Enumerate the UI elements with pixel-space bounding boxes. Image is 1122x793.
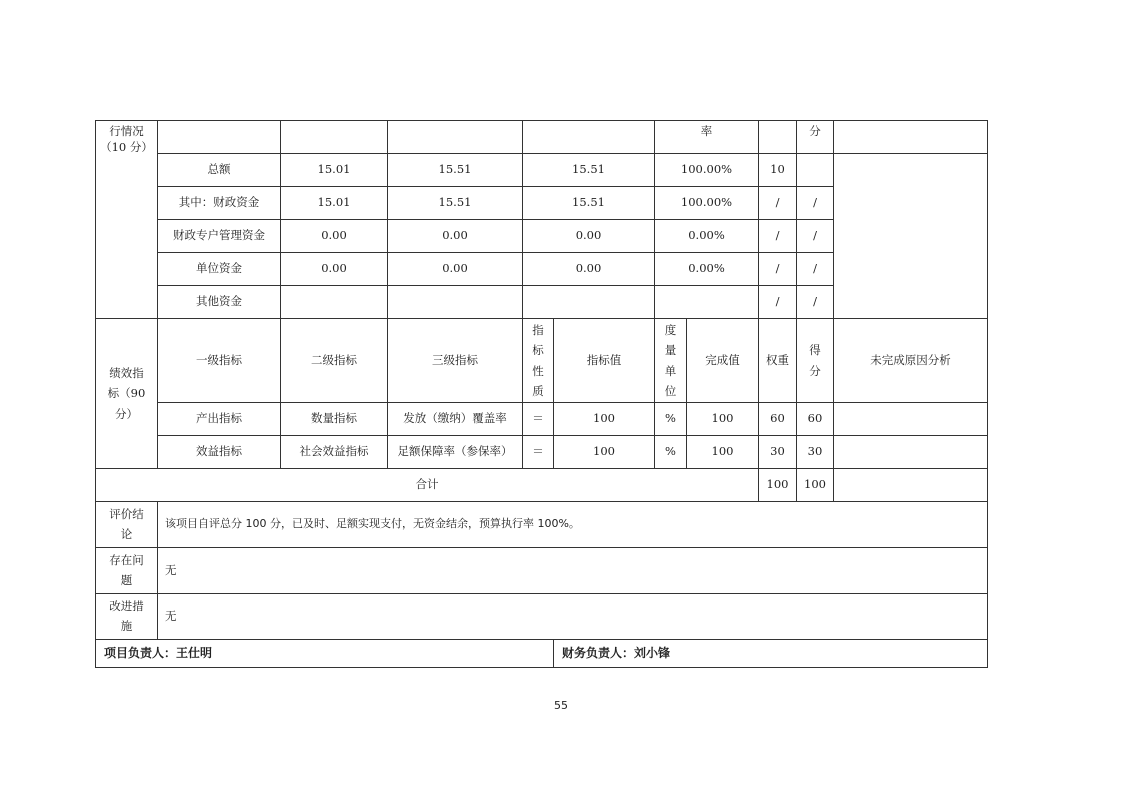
level3-header: 三级指标 [388,319,523,403]
measures-label: 改进措 施 [96,594,158,640]
level1-indicator: 产出指标 [158,403,281,436]
budget-header-row [96,121,988,154]
fund-name: 单位资金 [158,253,281,286]
full-year-budget [388,286,523,319]
header-cell [523,121,655,154]
weight-value: 60 [759,403,797,436]
unit: % [655,403,687,436]
weight-header: 权重 [759,319,797,403]
score-header: 分 [797,121,834,154]
score-value: / [797,187,834,220]
fund-name: 其他资金 [158,286,281,319]
measures-text: 无 [158,594,988,640]
level2-indicator: 社会效益指标 [281,436,388,469]
reason-header: 未完成原因分析 [834,319,988,403]
problems-row [96,548,988,594]
execution-rate: 0.00% [655,220,759,253]
score-value: 30 [797,436,834,469]
annual-budget: 0.00 [281,253,388,286]
level2-indicator: 数量指标 [281,403,388,436]
indicator-nature: ＝ [523,436,554,469]
weight-value: / [759,286,797,319]
blank-cell [834,154,988,319]
unit-header: 度 量 单 位 [655,319,687,403]
level1-header: 一级指标 [158,319,281,403]
performance-evaluation-table [95,120,988,668]
header-cell [388,121,523,154]
annual-budget [281,286,388,319]
finance-lead: 财务负责人：刘小锋 [554,640,988,668]
fund-name: 其中：财政资金 [158,187,281,220]
problems-label: 存在问 题 [96,548,158,594]
weight-value: 10 [759,154,797,187]
budget-section-label: 行情况 （10 分） [96,121,158,319]
full-year-execution: 0.00 [523,253,655,286]
problems-text: 无 [158,548,988,594]
full-year-budget: 0.00 [388,253,523,286]
total-score: 100 [797,469,834,502]
header-cell [281,121,388,154]
indicator-header-row [96,319,988,403]
signature-row [96,640,988,668]
header-cell [834,121,988,154]
blank-cell [834,469,988,502]
full-year-budget: 15.51 [388,187,523,220]
level3-indicator: 发放（缴纳）覆盖率 [388,403,523,436]
weight-value: / [759,187,797,220]
total-row [96,469,988,502]
target-value-header: 指标值 [554,319,655,403]
full-year-execution: 15.51 [523,187,655,220]
target-value: 100 [554,403,655,436]
full-year-execution: 15.51 [523,154,655,187]
nature-header: 指 标 性 质 [523,319,554,403]
header-cell [759,121,797,154]
level1-indicator: 效益指标 [158,436,281,469]
execution-rate: 100.00% [655,154,759,187]
done-value-header: 完成值 [687,319,759,403]
score-value: / [797,253,834,286]
project-lead: 项目负责人：王仕明 [96,640,554,668]
table-row [96,403,988,436]
total-weight: 100 [759,469,797,502]
header-cell [158,121,281,154]
unit: % [655,436,687,469]
full-year-budget: 15.51 [388,154,523,187]
indicator-section-label: 绩效指 标（90 分） [96,319,158,469]
rate-header: 率 [655,121,759,154]
level3-indicator: 足额保障率（参保率） [388,436,523,469]
total-label: 合计 [96,469,759,502]
target-value: 100 [554,436,655,469]
done-value: 100 [687,436,759,469]
execution-rate: 0.00% [655,253,759,286]
weight-value: 30 [759,436,797,469]
performance-table-frame [95,120,987,668]
score-value: / [797,286,834,319]
full-year-execution: 0.00 [523,220,655,253]
level2-header: 二级指标 [281,319,388,403]
annual-budget: 15.01 [281,187,388,220]
full-year-execution [523,286,655,319]
score-value: 60 [797,403,834,436]
annual-budget: 15.01 [281,154,388,187]
evaluation-text: 该项目自评总分 100 分，已及时、足额实现支付，无资金结余，预算执行率 100%。 [158,502,988,548]
indicator-nature: ＝ [523,403,554,436]
weight-value: / [759,253,797,286]
evaluation-row [96,502,988,548]
fund-name: 财政专户管理资金 [158,220,281,253]
reason-cell [834,436,988,469]
score-value [797,154,834,187]
done-value: 100 [687,403,759,436]
measures-row [96,594,988,640]
reason-cell [834,403,988,436]
full-year-budget: 0.00 [388,220,523,253]
execution-rate [655,286,759,319]
execution-rate: 100.00% [655,187,759,220]
page-number: 55 [554,699,568,712]
score-header: 得 分 [797,319,834,403]
table-row [96,154,988,187]
fund-name: 总额 [158,154,281,187]
annual-budget: 0.00 [281,220,388,253]
score-value: / [797,220,834,253]
evaluation-label: 评价结 论 [96,502,158,548]
table-row [96,436,988,469]
weight-value: / [759,220,797,253]
